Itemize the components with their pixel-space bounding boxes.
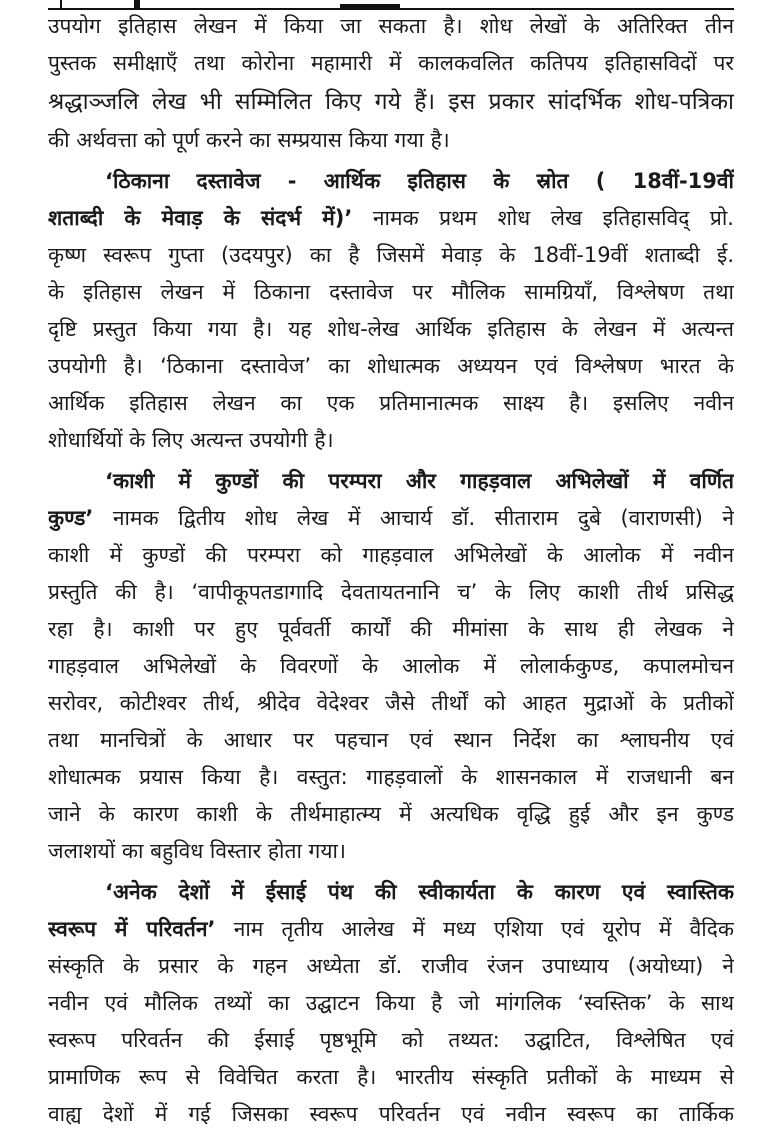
text-line: उपयोगी है। ‘ठिकाना दस्तावेज’ का शोधात्मक अध्ययन एवं विश्लेषण भारत के xyxy=(48,354,734,378)
text-line: दृष्टि प्रस्तुत किया गया है। यह शोध-लेख आर्थिक इतिहास के लेखन में अत्यन्त xyxy=(48,317,734,341)
text-line: की अर्थवत्ता को पूर्ण करने का सम्प्रयास किया गया है। xyxy=(48,128,450,152)
text-fragment: नामक द्वितीय शोध लेख में आचार्य डॉ. सीताराम दुबे (वाराणसी) ने xyxy=(93,506,734,530)
text-line: कृष्ण स्वरूप गुप्ता (उदयपुर) का है जिसमें मेवाड़ के 18वीं-19वीं शताब्दी ई. xyxy=(48,243,734,267)
text-line: सरोवर, कोटीश्वर तीर्थ, श्रीदेव वेदेश्वर जैसे तीर्थों को आहत मुद्राओं के प्रतीकों xyxy=(48,691,734,715)
text-line: काशी में कुण्डों की परम्परा को गाहड़वाल अभिलेखों के आलोक में नवीन xyxy=(48,543,734,567)
text-line: पुस्तक समीक्षाएँ तथा कोरोना महामारी में कालकवलित कतिपय इतिहासविदों पर xyxy=(48,51,734,75)
text-fragment: नाम तृतीय आलेख में मध्य एशिया एवं यूरोप में वैदिक xyxy=(215,917,734,941)
text-line xyxy=(48,163,734,200)
article-title: ‘ठिकाना दस्तावेज - आर्थिक इतिहास के स्रोत ( 18वीं-19वीं xyxy=(105,169,734,193)
paragraph-first-article xyxy=(48,163,734,459)
text-fragment: नामक प्रथम शोध लेख इतिहासविद् प्रो. xyxy=(352,206,734,230)
text-line: गाहड़वाल अभिलेखों के विवरणों के आलोक में लोलार्ककुण्ड, कपालमोचन xyxy=(48,654,734,678)
text-line xyxy=(48,463,734,500)
text-line xyxy=(48,874,734,911)
text-line: उपयोग इतिहास लेखन में किया जा सकता है। शोध लेखों के अतिरिक्त तीन xyxy=(48,14,734,38)
text-line: के इतिहास लेखन में ठिकाना दस्तावेज पर मौलिक सामग्रियाँ, विश्लेषण तथा xyxy=(48,280,734,304)
text-line: जाने के कारण काशी के तीर्थमाहात्म्य में अत्यधिक वृद्धि हुई और इन कुण्ड xyxy=(48,802,734,826)
text-line: श्रद्धाञ्जलि लेख भी सम्मिलित किए गये हैं। इस प्रकार सांदर्भिक शोध-पत्रिका xyxy=(48,89,734,115)
paragraph-second-article xyxy=(48,463,734,870)
text-line: आर्थिक इतिहास लेखन का एक प्रतिमानात्मक साक्ष्य है। इसलिए नवीन xyxy=(48,391,734,415)
document-page xyxy=(48,8,734,1133)
text-line: तथा मानचित्रों के आधार पर पहचान एवं स्थान निर्देश का श्लाघनीय एवं xyxy=(48,728,734,752)
text-line: वाह्य देशों में गई जिसका स्वरूप परिवर्तन एवं नवीन स्वरूप का तार्किक xyxy=(48,1102,734,1126)
cut-off-header-glyph xyxy=(134,0,140,8)
article-title: ‘अनेक देशों में ईसाई पंथ की स्वीकार्यता के कारण एवं स्वास्तिक xyxy=(105,880,734,904)
text-line xyxy=(48,500,734,537)
text-line: जलाशयों का बहुविध विस्तार होता गया। xyxy=(48,839,346,863)
text-line: शोधार्थियों के लिए अत्यन्त उपयोगी है। xyxy=(48,428,334,452)
paragraph-intro xyxy=(48,8,734,159)
text-line: शोधात्मक प्रयास किया है। वस्तुत: गाहड़वालों के शासनकाल में राजधानी बन xyxy=(48,765,734,789)
text-line: नवीन एवं मौलिक तथ्यों का उद्घाटन किया है जो मांगलिक ‘स्वस्तिक’ के साथ xyxy=(48,991,734,1015)
text-line: प्रामाणिक रूप से विवेचित करता है। भारतीय संस्कृति प्रतीकों के माध्यम से xyxy=(48,1065,734,1089)
text-line: रहा है। काशी पर हुए पूर्ववर्ती कार्यों की मीमांसा के साथ ही लेखक ने xyxy=(48,617,734,641)
article-title: कुण्ड’ xyxy=(48,506,94,530)
article-title: शताब्दी के मेवाड़ के संदर्भ में)’ xyxy=(48,206,353,230)
paragraph-third-article xyxy=(48,874,734,1133)
text-line xyxy=(48,200,734,237)
text-line: प्रस्तुति की है। ‘वापीकूपतडागादि देवतायतनानि च’ के लिए काशी तीर्थ प्रसिद्ध xyxy=(48,580,734,604)
text-line xyxy=(48,911,734,948)
text-line: संस्कृति के प्रसार के गहन अध्येता डॉ. राजीव रंजन उपाध्याय (अयोध्या) ने xyxy=(48,954,734,978)
article-title: ‘काशी में कुण्डों की परम्परा और गाहड़वाल अभिलेखों में वर्णित xyxy=(105,469,734,493)
article-title: स्वरूप में परिवर्तन’ xyxy=(48,917,216,941)
text-line: स्वरूप परिवर्तन की ईसाई पृष्ठभूमि को तथ्यत: उद्घाटित, विश्लेषित एवं xyxy=(48,1028,734,1052)
cut-off-header-glyph xyxy=(60,0,62,8)
